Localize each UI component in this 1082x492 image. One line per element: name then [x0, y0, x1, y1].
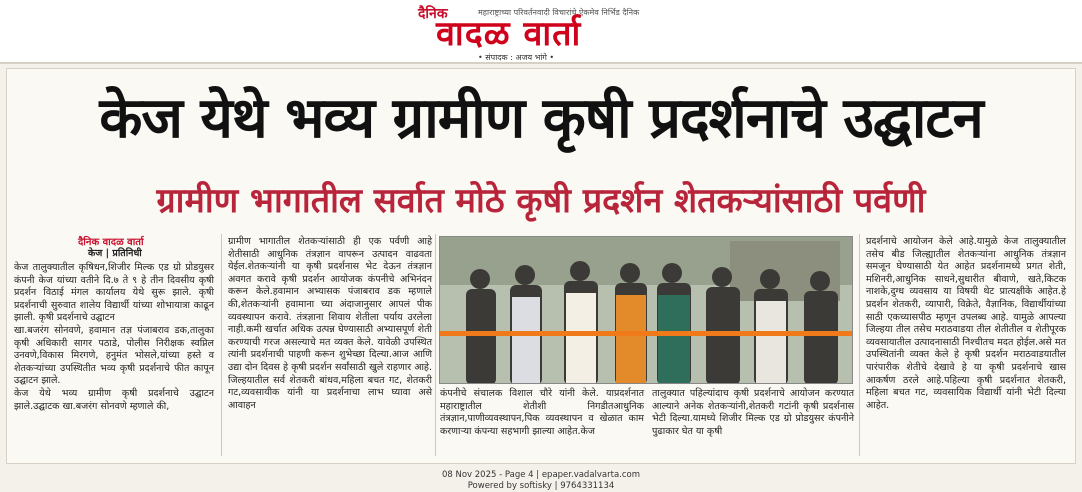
column-1-para-3: केज येथे भव्य ग्रामीण कृषी प्रदर्शनाचे उद्घाटन झाले.उद्घाटक खा.बजरंग सोनवणे म्हणाले की, — [14, 387, 214, 412]
column-2 — [228, 236, 432, 412]
column-2-text: ग्रामीण भागातील शेतकऱ्यांसाठी ही एक पर्वणी आहे शेतीसाठी आधुनिक तंत्रज्ञान वापरून उत्पादन वाढवता येईल.शेतकऱ्यांनी या कृषी प्रदर्शनास भेट देऊन तंत्रज्ञान अवगत करावे कृषी प्रदर्शन आयोजक कंपनीचे अभिनंदन करून केले.हवामान अभ्यासक पंजाबराव डक म्हणाले की,शेतकऱ्यांनी हवामाना च्या अंदाजानुसार आपलं पीक व्यवस्थापन करावे. तंत्रज्ञाना शिवाय शेतीला पर्याय उरलेला नाही.कमी खर्चात अधिक उत्पन्न घेण्यासाठी अभ्यासपूर्ण शेती करण्याची गरज असल्याचे मत व्यक्त केले. यावेळी उपस्थित त्यांनी प्रदर्शनाची पाहणी करून शुभेच्छा दिल्या.आज आणि उद्या दोन दिवस हे कृषी प्रदर्शन सर्वांसाठी खुले राहणार आहे. जिल्हयातील सर्व शेतकरी बांधव,महिला बचत गट, शेतकरी गट,व्यवसायीक यांनी या प्रदर्शनाचा लाभ घ्यावा असे आवाहन — [228, 236, 432, 411]
masthead — [0, 0, 1082, 64]
below-photo-left — [440, 388, 644, 438]
column-divider — [221, 234, 222, 456]
article-subheadline: ग्रामीण भागातील सर्वात मोठे कृषी प्रदर्शन शेतकऱ्यांसाठी पर्वणी — [156, 181, 926, 221]
masthead-editor: • संपादक : अजय भांगे • — [478, 53, 555, 62]
article-headline: केज येथे भव्य ग्रामीण कृषी प्रदर्शनाचे उद्घाटन — [99, 86, 983, 151]
below-photo-left-text: कंपनीचे संचालक विशाल चौरे यांनी केले. याप्रदर्शनात महाराष्ट्रातील शेतीशी निगडीतआधुनिक तंत्रज्ञान,पाणीव्यवस्थापन,पिक व्यवस्थापन व खेळात काम करणाऱ्या कंपन्या सहभागी झाल्या आहेत.केज — [440, 388, 644, 437]
below-photo-right-text: तालुक्यात पहिल्यांदाच कृषी प्रदर्शनाचे आयोजन करण्यात आल्याने अनेक शेतकऱ्यांनी,शेतकरी गटांनी कृषी प्रदर्शनास भेटी दिल्या.यामध्ये शिजीर मिल्क एड ग्रो प्रोडयुसर कंपनीने पुढाकार घेत या कृषी — [652, 388, 854, 437]
masthead-logo-name: वादळ वार्ता — [436, 14, 582, 54]
byline-brand: दैनिक वादळ वार्ता — [78, 237, 144, 248]
column-1-para-2: खा.बजरंग सोनवणे, हवामान तज्ञ पंजाबराव डक,तालुका कृषी अधिकारी सागर पठाडे, पोलीस निरीक्षक स्वप्निल उनवणे,विकास मिरगणे, हनुमंत भोसले,यांच्या हस्ते व शेतकऱ्यांच्या उपस्थितीत भव्य कृषी प्रदर्शनाचे फीत कापून उद्घाटन झाले. — [14, 324, 214, 387]
footer-date-page-link[interactable]: 08 Nov 2025 - Page 4 | epaper.vadalvarta.com — [441, 470, 641, 480]
column-divider — [859, 234, 860, 456]
footer-powered-by: Powered by softisky | 9764331134 — [467, 481, 615, 491]
column-1 — [14, 262, 214, 413]
byline-place: केज | प्रतिनिधी — [88, 248, 142, 259]
below-photo-right — [652, 388, 854, 438]
masthead-tagline: महाराष्ट्राच्या परिवर्तनवादी विचारांचे ऐकमेव निर्भिड दैनिक — [478, 8, 640, 17]
ribbon-cutting-photo — [440, 237, 853, 384]
column-4-text: प्रदर्शनाचे आयोजन केले आहे.यामुळे केज तालुक्यातील तसेच बीड जिल्ह्यातील शेतकऱ्यांना आधुनिक तंत्रज्ञान समजून घेण्यासाठी येत आहेत प्रदर्शनामध्ये प्रगत शेती, मशिनरी,आधुनिक साधने,सुधारीत बीवाणे, खते,किटक नाशके,दुग्ध व्यवसाय या विषयी थेट प्रात्यक्षीके आहेत.हे प्रदर्शन शेतकरी, व्यापारी, विक्रेते, वैज्ञानिक, विद्यार्थीयांच्या साठी एकच्यासपीठ म्हणून उपलब्ध आहे. यामुळे आपल्या जिल्हया तील तसेच मराठवाडया तील शेतीतील व शेतीपूरक व्यवसायातील उत्पादनासाठी निश्चीतच मदत होईल.असे मत उपस्थितांनी व्यक्त केले हे कृषी प्रदर्शन मराठवाडयातील पारंपारीक शेतीचे देखावे हे या कृषी प्रदर्शनाचे खास आकर्षण ठरले आहे.पहिल्या कृषी प्रदर्शनात शेतकरी, महिला बचत गट, व्यवसायिक विद्यार्थी यांनी भेटी दिल्या आहेत. — [866, 236, 1066, 411]
article-photo — [439, 236, 853, 384]
column-4 — [866, 236, 1066, 412]
masthead-small-title: दैनिक — [418, 6, 448, 22]
column-divider — [435, 234, 436, 456]
column-1-para-1: केज तालुक्यातील कृषिधन,शिजीर मिल्क एड ग्रो प्रोडयुसर कंपनी केज यांच्या वतीने दि.७ ते ९ हे तीन दिवसीय कृषी प्रदर्शन विठाई मंगल कार्यालय येथे सुरू झाले. कृषी प्रदर्शनाची सुरुवात शालेय विद्यार्थी यांच्या शोभायात्रा काढून झाली. कृषी प्रदर्शनाचे उद्घाटन — [14, 262, 214, 324]
masthead-divider — [0, 62, 1082, 64]
